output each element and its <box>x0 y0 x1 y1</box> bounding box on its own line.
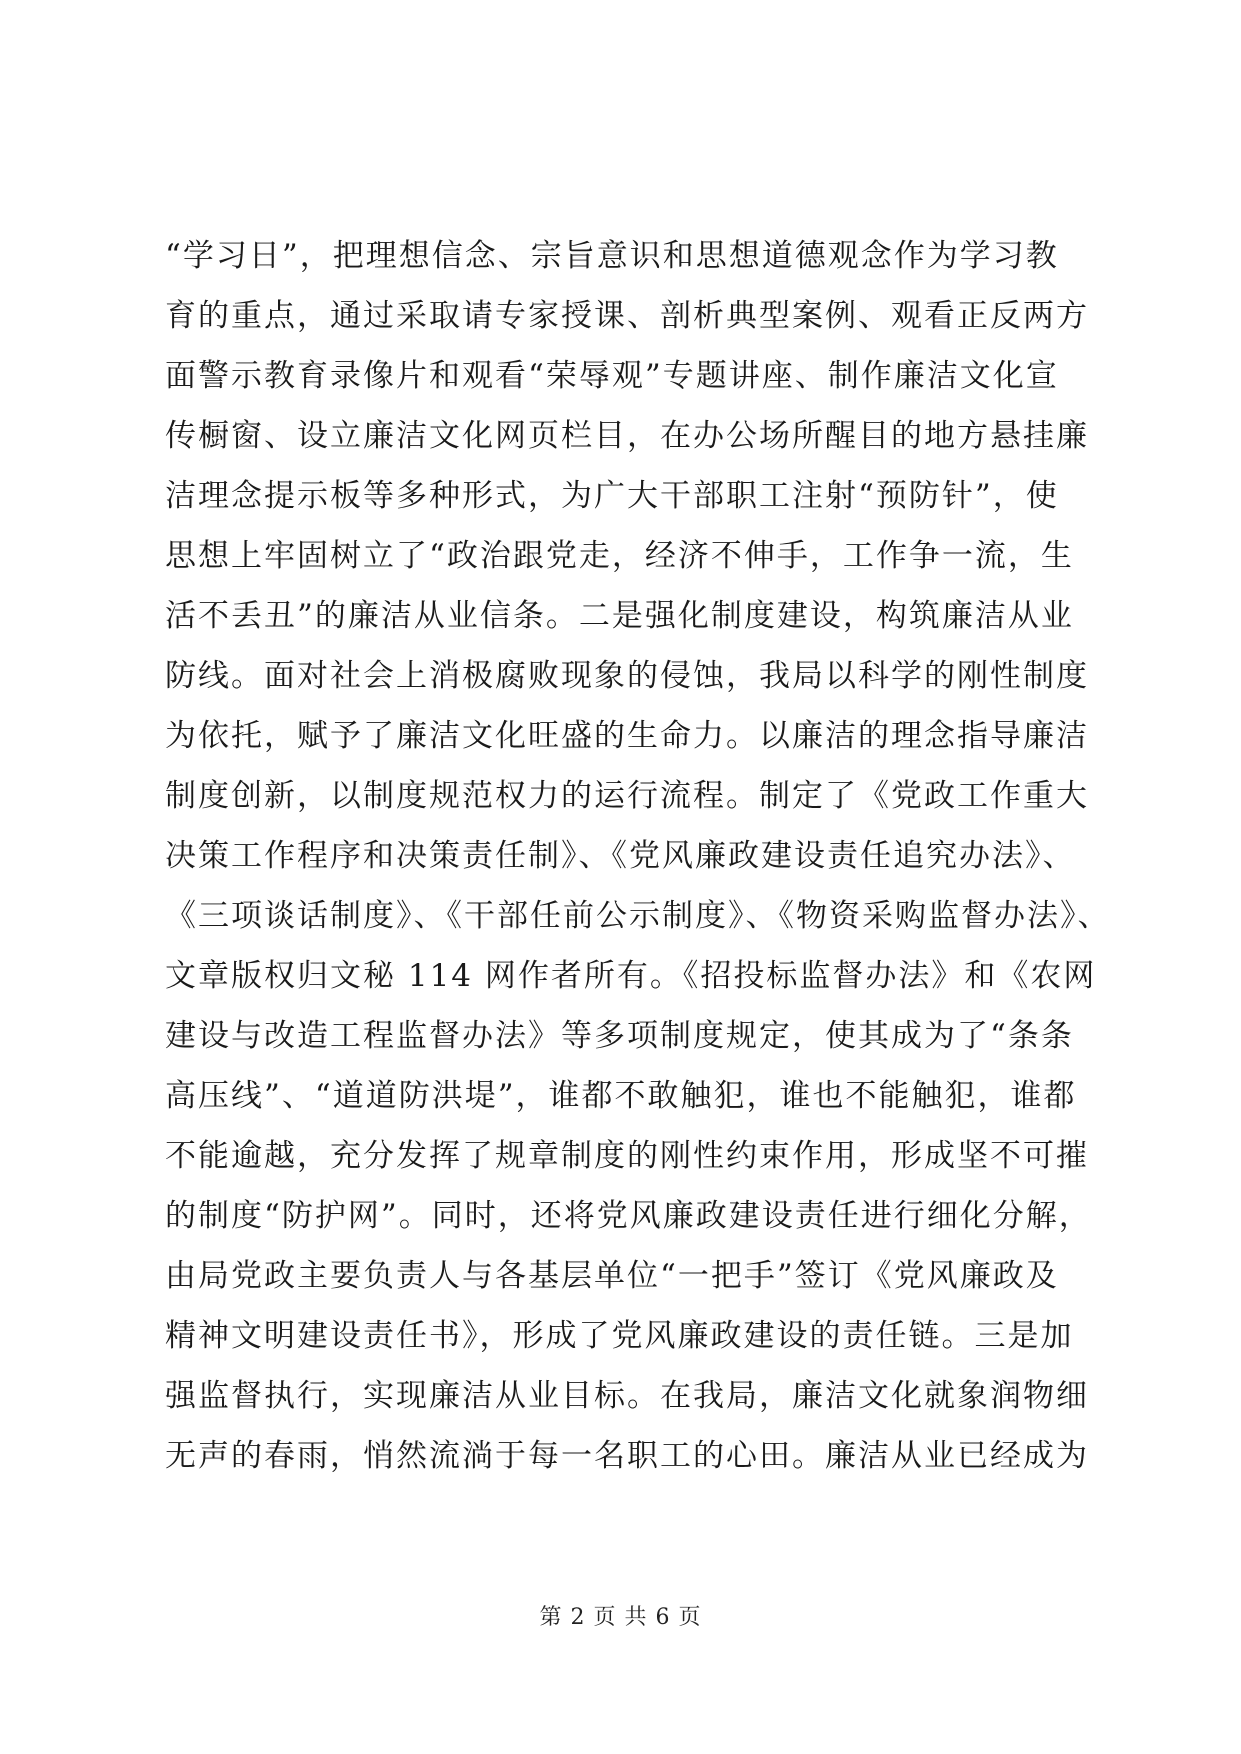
text-line: 强监督执行，实现廉洁从业目标。在我局，廉洁文化就象润物细 <box>165 1378 1089 1414</box>
text-line: 育的重点，通过采取请专家授课、剖析典型案例、观看正反两方 <box>165 298 1089 334</box>
text-line: 精神文明建设责任书》，形成了党风廉政建设的责任链。三是加 <box>165 1318 1074 1354</box>
text-line: 《三项谈话制度》、《干部任前公示制度》、《物资采购监督办法》、 <box>165 898 1111 934</box>
text-line: 由局党政主要负责人与各基层单位“一把手”签订《党风廉政及 <box>165 1258 1059 1294</box>
text-line: 不能逾越，充分发挥了规章制度的刚性约束作用，形成坚不可摧 <box>165 1138 1089 1174</box>
body-text <box>165 226 1125 1486</box>
text-line: 洁理念提示板等多种形式，为广大干部职工注射“预防针”，使 <box>165 478 1059 514</box>
page-number-footer: 第 2 页 共 6 页 <box>539 1605 702 1630</box>
text-line: 制度创新，以制度规范权力的运行流程。制定了《党政工作重大 <box>165 778 1089 814</box>
text-line: 活不丢丑”的廉洁从业信条。二是强化制度建设，构筑廉洁从业 <box>165 598 1074 634</box>
text-line: 决策工作程序和决策责任制》、《党风廉政建设责任追究办法》、 <box>165 838 1076 874</box>
text-line: “学习日”，把理想信念、宗旨意识和思想道德观念作为学习教 <box>165 238 1059 274</box>
text-line: 为依托，赋予了廉洁文化旺盛的生命力。以廉洁的理念指导廉洁 <box>165 718 1089 754</box>
text-line: 传橱窗、设立廉洁文化网页栏目，在办公场所醒目的地方悬挂廉 <box>165 418 1089 454</box>
text-line: 防线。面对社会上消极腐败现象的侵蚀，我局以科学的刚性制度 <box>165 658 1089 694</box>
text-line: 文章版权归文秘 114 网作者所有。《招投标监督办法》和《农网 <box>165 958 1097 994</box>
text-line: 高压线”、“道道防洪堤”，谁都不敢触犯，谁也不能触犯，谁都 <box>165 1078 1077 1114</box>
text-line: 思想上牢固树立了“政治跟党走，经济不伸手，工作争一流，生 <box>165 538 1074 574</box>
text-line: 建设与改造工程监督办法》等多项制度规定，使其成为了“条条 <box>165 1018 1074 1054</box>
text-line: 面警示教育录像片和观看“荣辱观”专题讲座、制作廉洁文化宣 <box>165 358 1059 394</box>
text-line: 的制度“防护网”。同时，还将党风廉政建设责任进行细化分解， <box>165 1198 1092 1234</box>
text-line: 无声的春雨，悄然流淌于每一名职工的心田。廉洁从业已经成为 <box>165 1438 1089 1474</box>
